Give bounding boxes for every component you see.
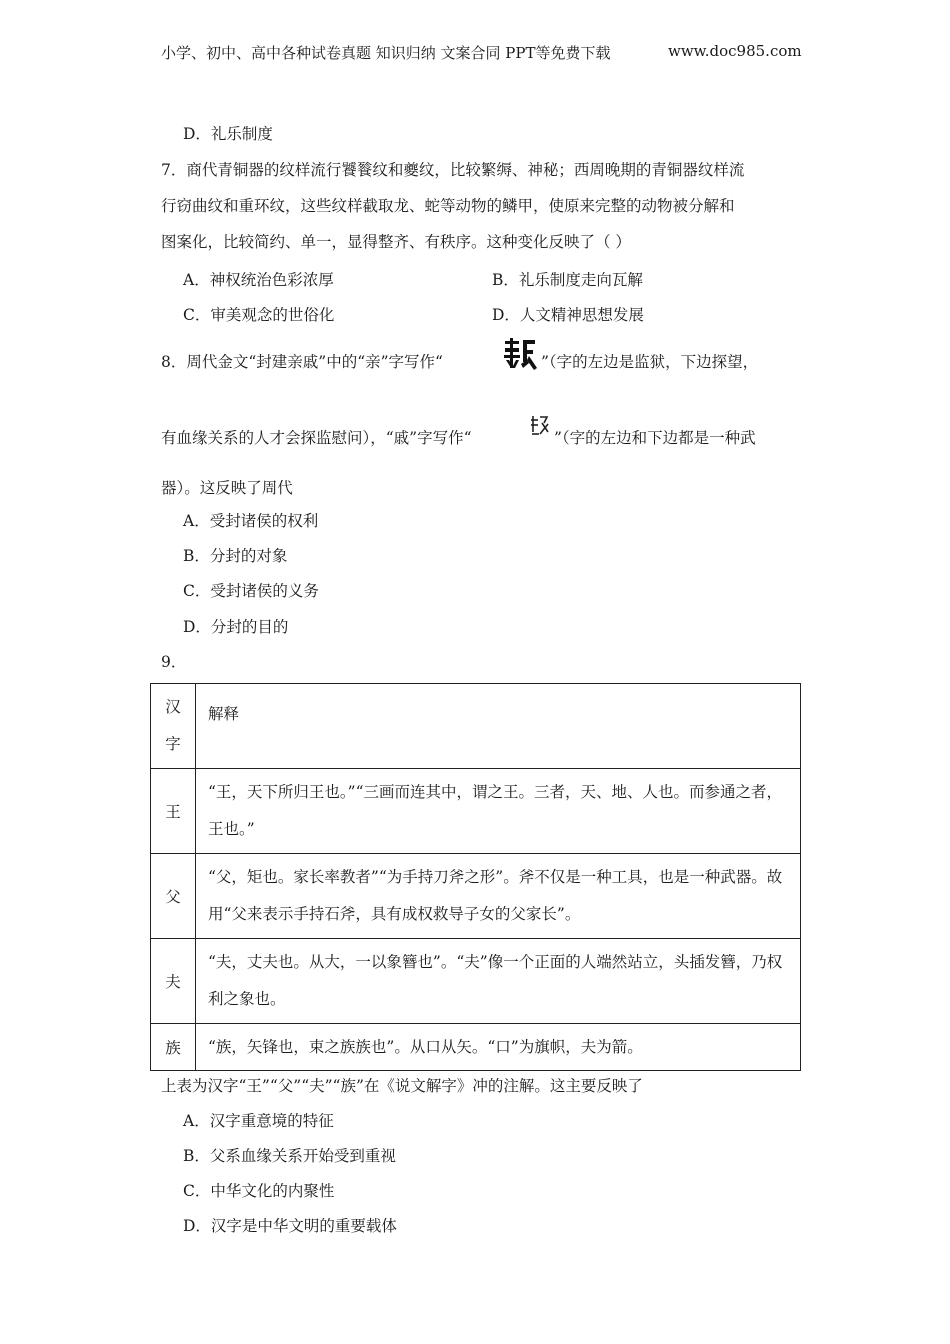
table-cell-explain: “夫，丈夫也。从大，一以象簪也”。“夫”像一个正面的人端然站立，头插发簪，乃权利之象也。	[196, 939, 801, 1024]
prev-option-d[interactable]: D．礼乐制度	[183, 125, 273, 143]
q9-option-a[interactable]: A．汉字重意境的特征	[183, 1112, 334, 1130]
table-cell-char: 族	[151, 1024, 196, 1071]
table-header-char	[151, 684, 196, 769]
q8-stem-line1-post: ”（字的左边是监狱，下边探望，	[541, 353, 759, 371]
q9-number: 9．	[161, 653, 187, 671]
q7-option-d[interactable]: D．人文精神思想发展	[492, 306, 644, 324]
table-cell-char: 父	[151, 854, 196, 939]
q7-option-c[interactable]: C．审美观念的世俗化	[183, 306, 335, 324]
q7-stem-line2: 行窃曲纹和重环纹，这些纹样截取龙、蛇等动物的鳞甲，使原来完整的动物被分解和	[161, 197, 735, 215]
header-banner-text: 小学、初中、高中各种试卷真题 知识归纳 文案合同 PPT等免费下载	[161, 44, 611, 62]
q7-stem-line3: 图案化，比较简约、单一，显得整齐、有秩序。这种变化反映了（ ）	[161, 233, 631, 251]
bronze-qin-glyph-icon	[503, 338, 539, 372]
q8-option-d[interactable]: D．分封的目的	[183, 618, 289, 636]
q9-option-b[interactable]: B．父系血缘关系开始受到重视	[183, 1147, 396, 1165]
bronze-qi-glyph-icon	[530, 414, 550, 436]
q8-stem-line1-pre: 8．周代金文“封建亲戚”中的“亲”字写作“	[161, 353, 443, 371]
q7-option-a[interactable]: A．神权统治色彩浓厚	[183, 271, 334, 289]
q9-stem: 上表为汉字“王”“父”“夫”“族”在《说文解字》冲的注解。这主要反映了	[161, 1077, 643, 1095]
shuowen-table	[150, 683, 801, 1071]
table-row	[151, 939, 801, 1024]
q7-stem-line1: 7．商代青铜器的纹样流行饕餮纹和夔纹，比较繁缛、神秘；西周晚期的青铜器纹样流	[161, 161, 745, 179]
header-char-line2: 字	[165, 735, 181, 753]
q8-stem-line3: 器）。这反映了周代	[161, 479, 293, 497]
q8-stem-line2-pre: 有血缘关系的人才会探监慰问），“戚”字写作“	[161, 429, 472, 447]
table-cell-char: 夫	[151, 939, 196, 1024]
table-row	[151, 854, 801, 939]
q8-option-b[interactable]: B．分封的对象	[183, 547, 288, 565]
table-cell-explain: “父，矩也。家长率教者”“为手持刀斧之形”。斧不仅是一种工具，也是一种武器。故用“父来表示手持石斧，具有成权救导子女的父家长”。	[196, 854, 801, 939]
table-cell-explain: “王，天下所归王也。”“三画而连其中，谓之王。三者，天、地、人也。而参通之者，王也。”	[196, 769, 801, 854]
table-header-row	[151, 684, 801, 769]
q8-stem-line2-post: ”（字的左边和下边都是一种武	[554, 429, 756, 447]
table-row	[151, 1024, 801, 1071]
q9-option-c[interactable]: C．中华文化的内聚性	[183, 1182, 335, 1200]
table-header-explain: 解释	[196, 684, 801, 769]
q8-option-a[interactable]: A．受封诸侯的权利	[183, 512, 319, 530]
header-url: www.doc985.com	[668, 42, 802, 60]
header-char-line1: 汉	[165, 698, 181, 716]
table-cell-explain: “族，矢锋也，束之族族也”。从口从矢。“口”为旗帜，夫为箭。	[196, 1024, 801, 1071]
q8-option-c[interactable]: C．受封诸侯的义务	[183, 582, 319, 600]
table-row	[151, 769, 801, 854]
q9-option-d[interactable]: D．汉字是中华文明的重要载体	[183, 1217, 397, 1235]
q7-option-b[interactable]: B．礼乐制度走向瓦解	[492, 271, 643, 289]
table-cell-char: 王	[151, 769, 196, 854]
